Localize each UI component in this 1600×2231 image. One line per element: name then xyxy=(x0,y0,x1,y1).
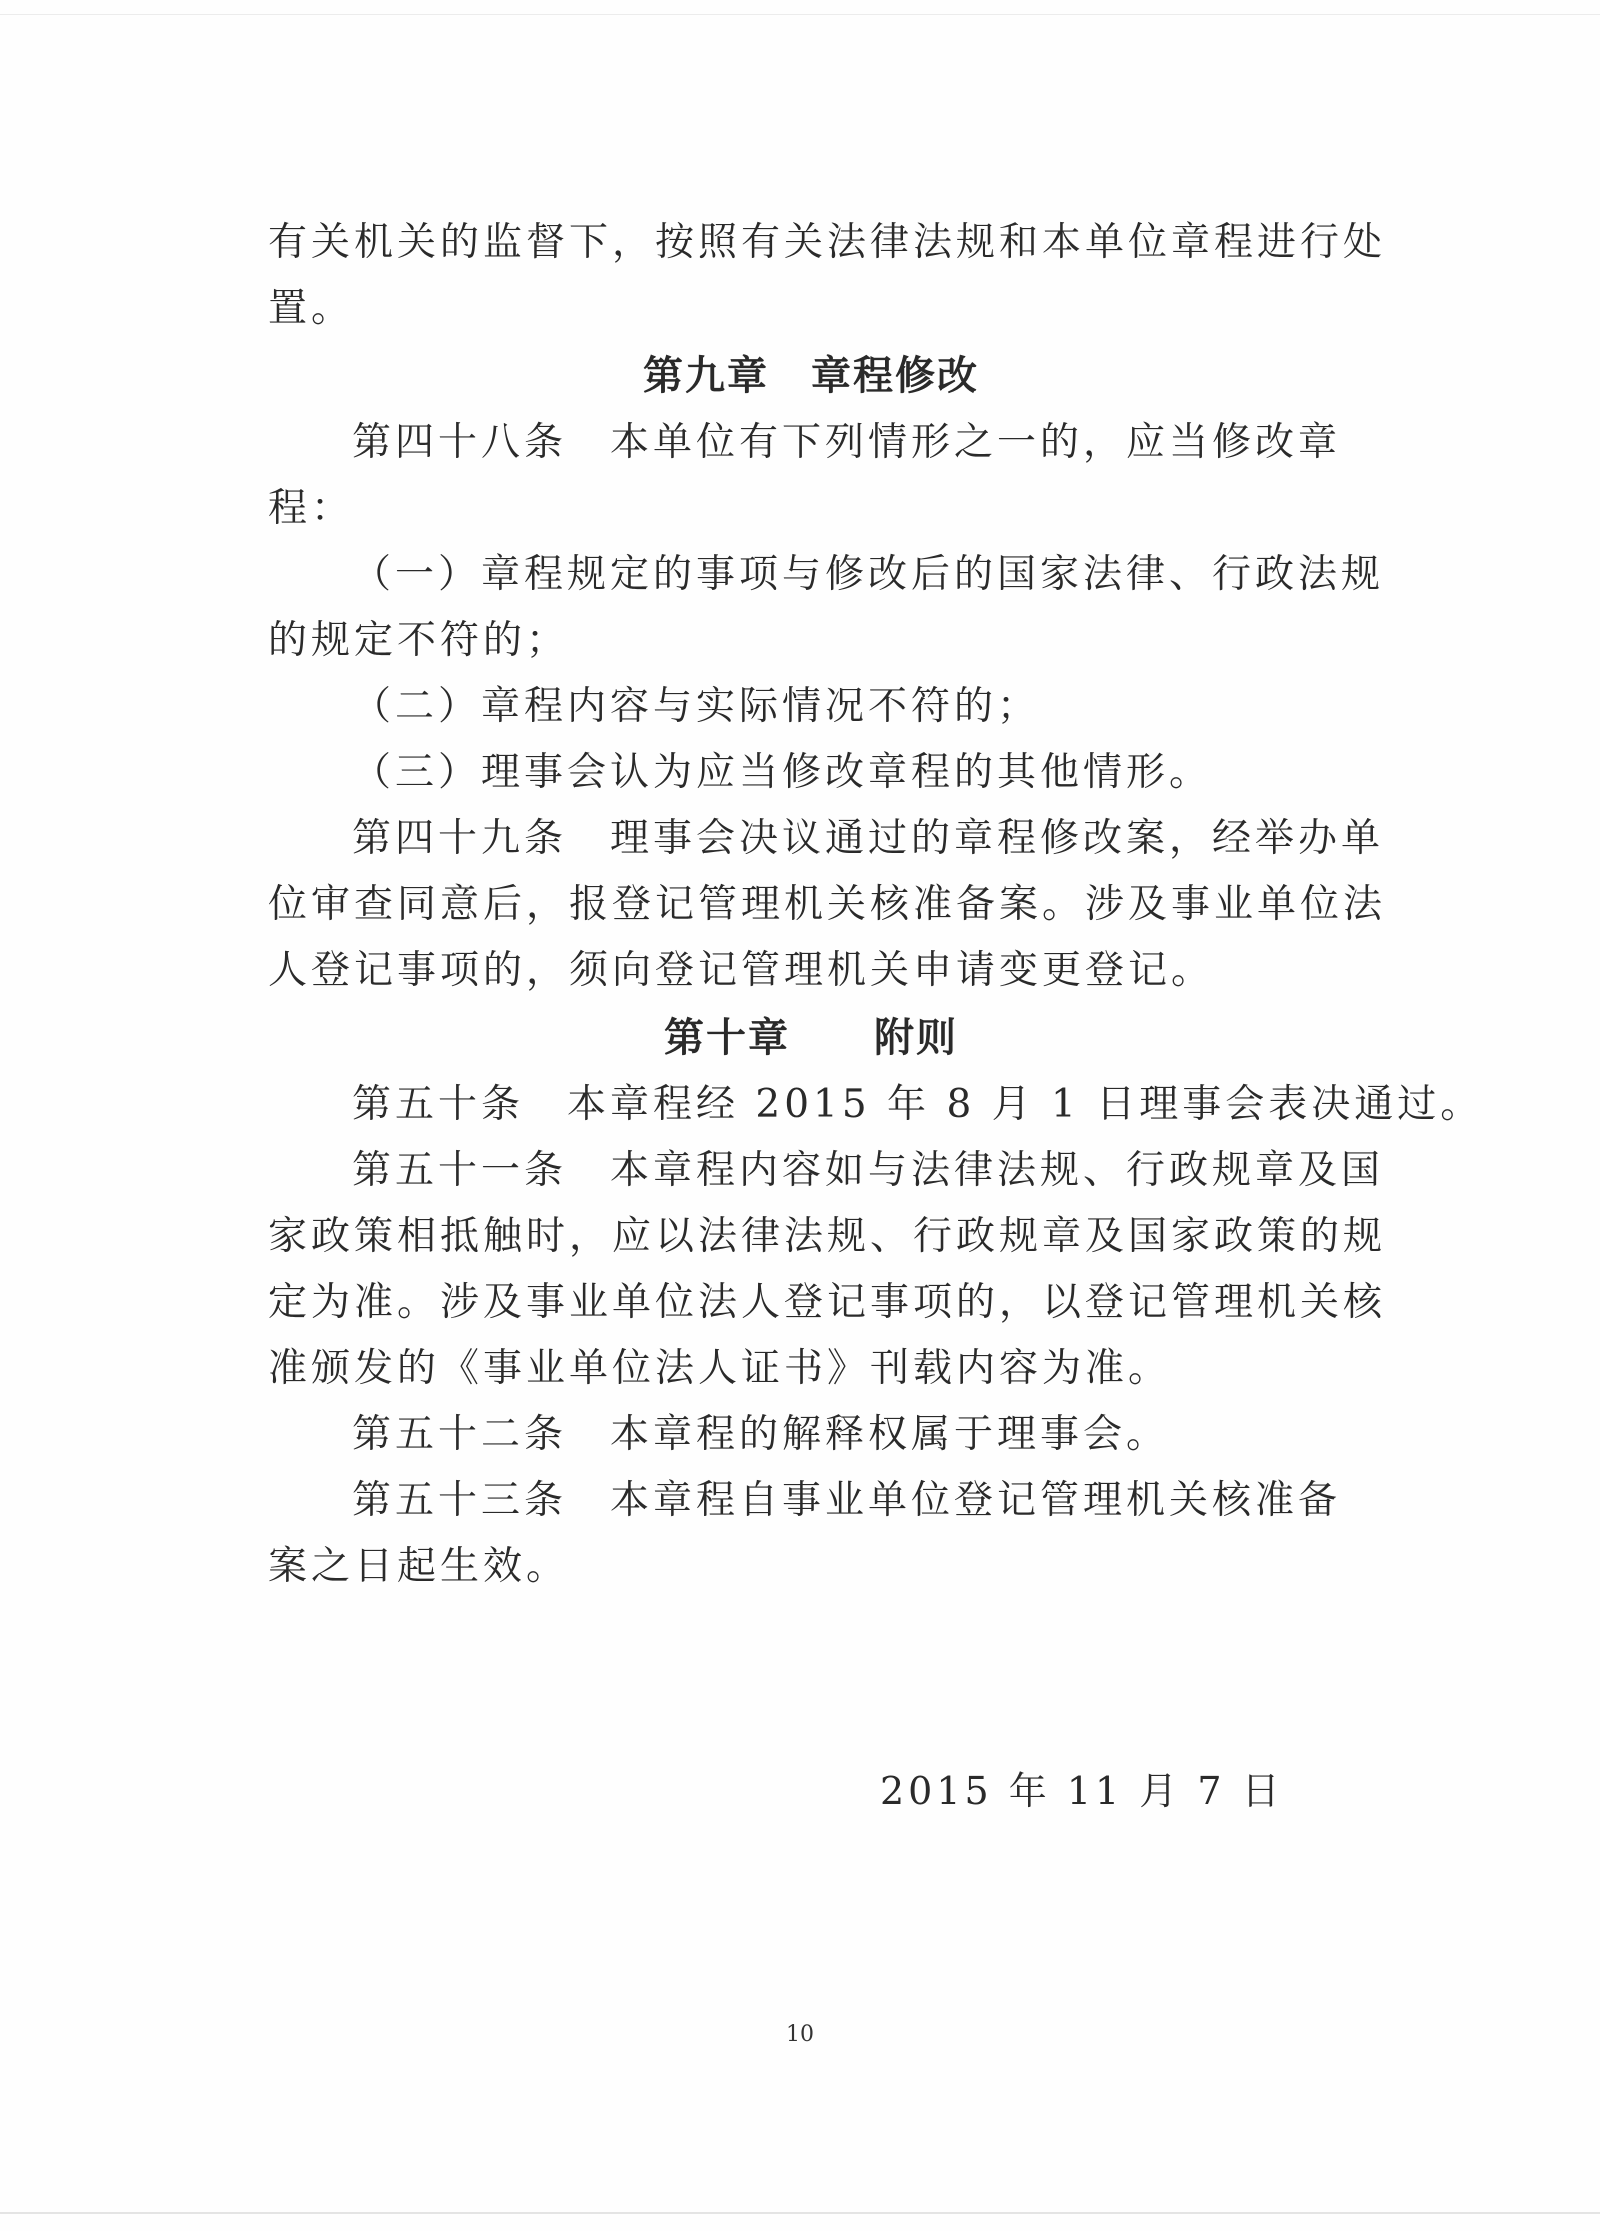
text-line: 准颁发的《事业单位法人证书》刊载内容为准。 xyxy=(268,1346,1172,1391)
page-number: 10 xyxy=(786,2022,814,2047)
list-item-line: （二）章程内容与实际情况不符的； xyxy=(352,684,1041,729)
text-line: 案之日起生效。 xyxy=(268,1544,570,1589)
article-line: 第四十八条 本单位有下列情形之一的，应当修改章 xyxy=(352,420,1342,465)
list-item-line: （一）章程规定的事项与修改后的国家法律、行政法规 xyxy=(352,552,1385,597)
article-line: 第四十九条 理事会决议通过的章程修改案，经举办单 xyxy=(352,816,1385,861)
text-line: 程： xyxy=(268,486,355,531)
text-line: 家政策相抵触时，应以法律法规、行政规章及国家政策的规 xyxy=(268,1214,1387,1259)
text-line: 置。 xyxy=(268,286,355,331)
article-line: 第五十三条 本章程自事业单位登记管理机关核准备 xyxy=(352,1478,1342,1523)
article-line: 第五十一条 本章程内容如与法律法规、行政规章及国 xyxy=(352,1148,1385,1193)
scan-edge-top xyxy=(0,14,1600,15)
document-date: 2015 年 11 月 7 日 xyxy=(880,1769,1284,1813)
text-line: 定为准。涉及事业单位法人登记事项的，以登记管理机关核 xyxy=(268,1280,1387,1325)
text-line: 人登记事项的，须向登记管理机关申请变更登记。 xyxy=(268,948,1215,993)
list-item-line: （三）理事会认为应当修改章程的其他情形。 xyxy=(352,750,1213,795)
article-line: 第五十二条 本章程的解释权属于理事会。 xyxy=(352,1412,1170,1457)
text-line: 的规定不符的； xyxy=(268,618,570,663)
chapter-heading: 第九章 章程修改 xyxy=(643,353,979,399)
text-line: 位审查同意后，报登记管理机关核准备案。涉及事业单位法 xyxy=(268,882,1387,927)
text-line: 有关机关的监督下，按照有关法律法规和本单位章程进行处 xyxy=(268,220,1387,265)
chapter-heading: 第十章 附则 xyxy=(664,1015,958,1061)
document-body xyxy=(268,210,1484,1600)
scan-edge-bottom xyxy=(0,2212,1600,2214)
article-line: 第五十条 本章程经 2015 年 8 月 1 日理事会表决通过。 xyxy=(352,1082,1484,1127)
